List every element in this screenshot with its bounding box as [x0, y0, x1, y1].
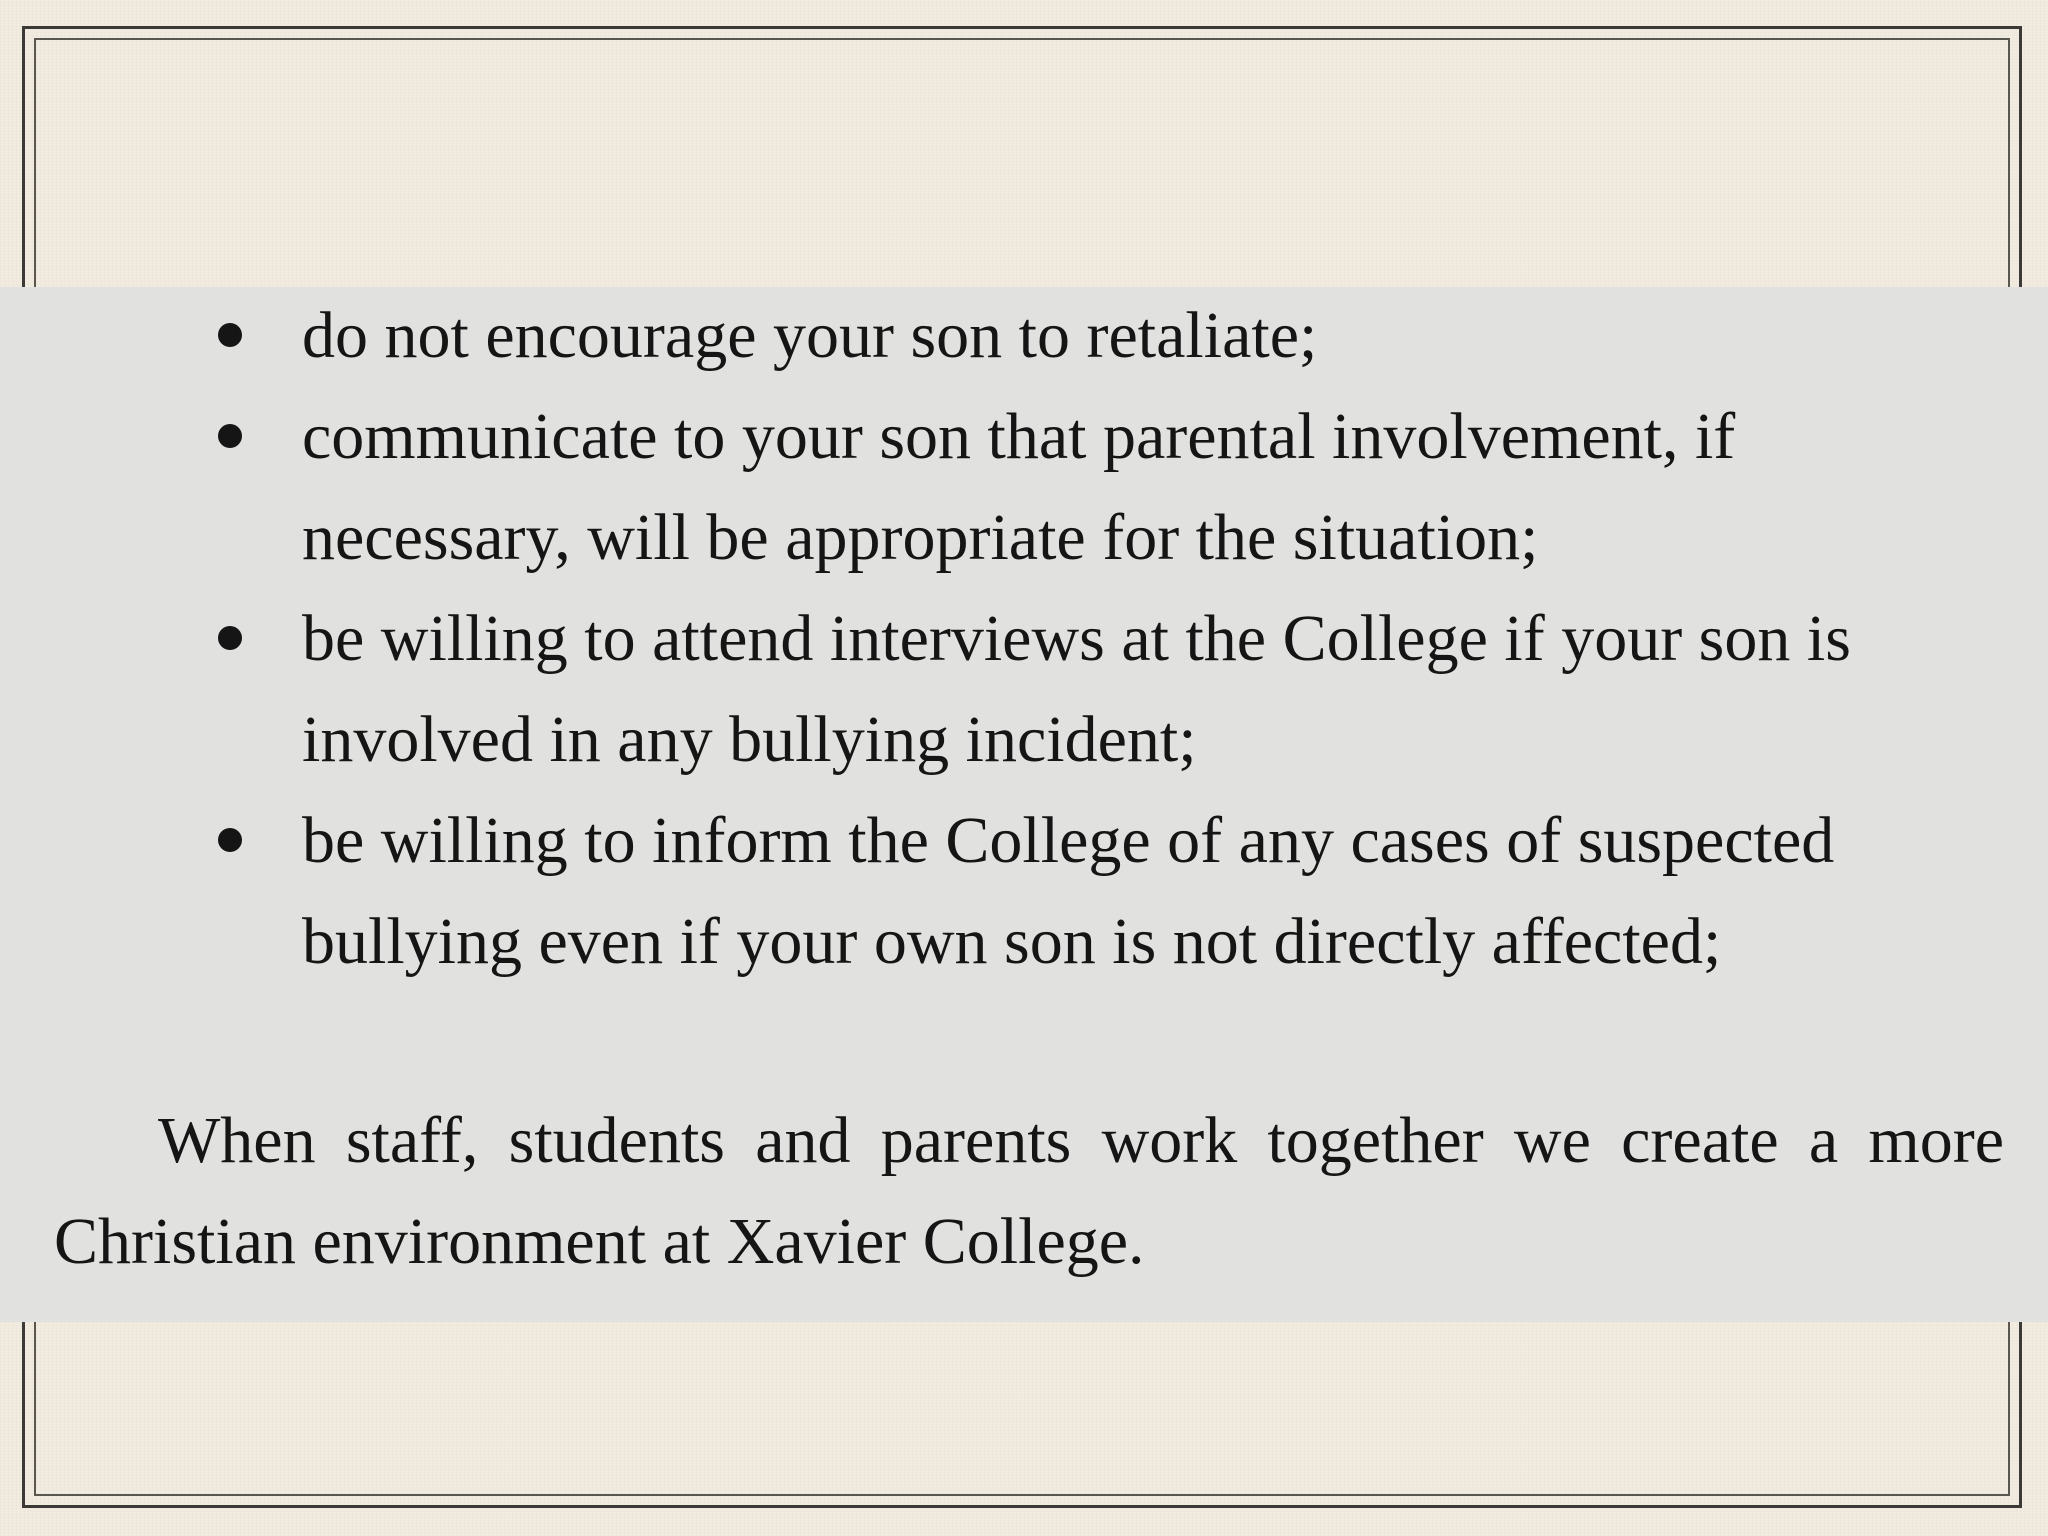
bullet-text: do not encourage your son to retaliate;	[302, 299, 1318, 372]
list-item	[0, 386, 2048, 588]
list-item	[0, 790, 2048, 992]
closing-paragraph: When staff, students and parents work together we create a more Christian environment at Xavier College.	[54, 1104, 2004, 1278]
bullet-list	[0, 287, 2048, 992]
bullet-point-icon	[218, 828, 242, 852]
bullet-point-icon	[218, 323, 242, 347]
document-content-area	[0, 287, 2048, 1322]
bullet-text: communicate to your son that parental involvement, if necessary, will be appropriate for the situation;	[302, 400, 1736, 574]
bullet-text: be willing to inform the College of any cases of suspected bullying even if your own son is not directly affected;	[302, 804, 1835, 978]
list-item	[0, 285, 2048, 386]
bullet-text: be willing to attend interviews at the College if your son is involved in any bullying incident;	[302, 602, 1851, 776]
list-item	[0, 588, 2048, 790]
bullet-point-icon	[218, 424, 242, 448]
bullet-point-icon	[218, 626, 242, 650]
